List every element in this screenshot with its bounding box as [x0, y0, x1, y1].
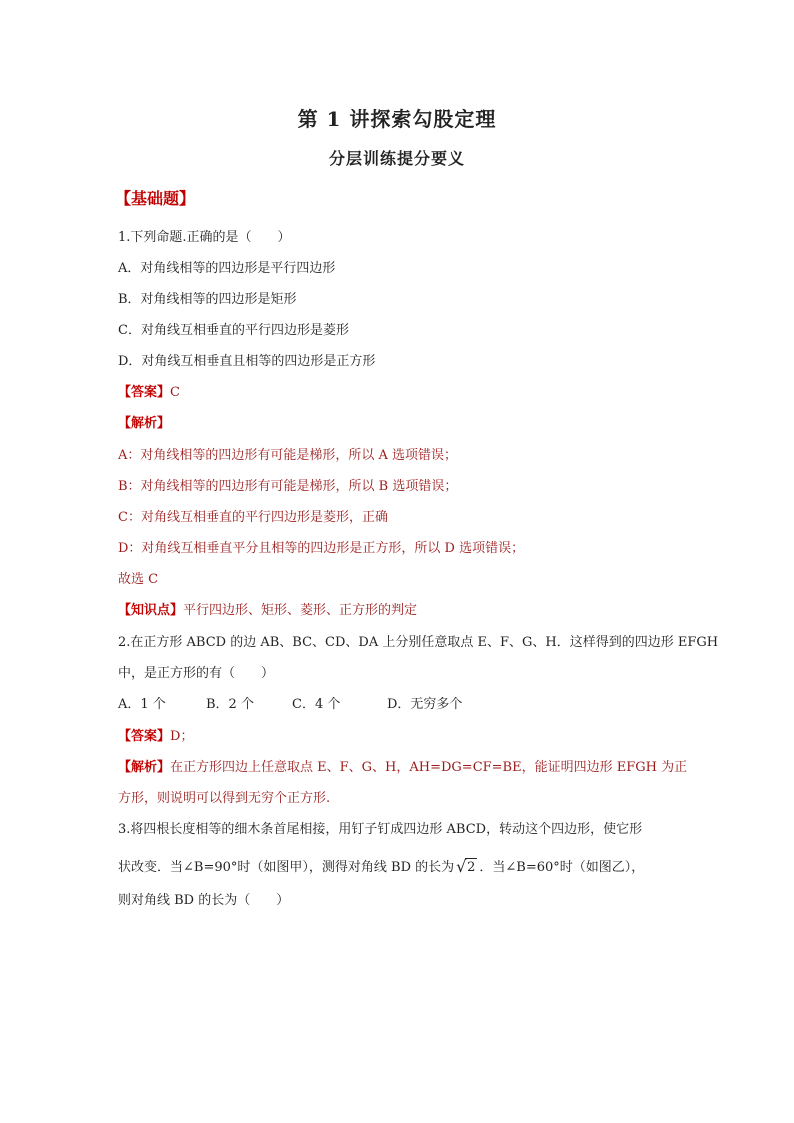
q3-text-a: 状改变．当∠B=90°时（如图甲），测得对角线 BD 的长为: [118, 860, 455, 875]
q3-stem-line1: 3.将四根长度相等的细木条首尾相接，用钉子钉成四边形 ABCD，转动这个四边形，使它形: [118, 822, 643, 837]
q1-option-d: D．对角线互相垂直且相等的四边形是正方形: [118, 354, 376, 369]
q2-answer: [118, 727, 193, 747]
radical-sign-icon: √: [456, 857, 467, 876]
knowledge-text: 平行四边形、矩形、菱形、正方形的判定: [183, 603, 418, 618]
q1-conclusion: 故选 C: [118, 572, 159, 587]
q2-stem-line2: 中，是正方形的有（ ）: [118, 666, 275, 681]
q2-analysis-line2: 方形，则说明可以得到无穷个正方形.: [118, 791, 331, 806]
answer-label: 【答案】: [118, 385, 171, 400]
q1-option-c: C．对角线互相垂直的平行四边形是菱形: [118, 323, 349, 338]
answer-value: C: [170, 385, 180, 400]
radicand: 2: [467, 860, 476, 875]
q1-knowledge: [118, 601, 417, 621]
q3-stem-line3: 则对角线 BD 的长为（ ）: [118, 893, 290, 908]
q2-analysis-line1: [118, 758, 687, 778]
q3-text-b: ．当∠B=60°时（如图乙），: [479, 860, 645, 875]
q2-option-d: D．无穷多个: [387, 697, 463, 712]
q1-stem: 1.下列命题.正确的是（ ）: [118, 230, 291, 245]
q2-stem-line1: 2.在正方形 ABCD 的边 AB、BC、CD、DA 上分别任意取点 E、F、G、H．这样得到的四边形 EFGH: [118, 635, 719, 650]
q3-stem-line2: [118, 858, 644, 878]
page-subtitle: 分层训练提分要义: [328, 149, 465, 168]
q1-option-a: A．对角线相等的四边形是平行四边形: [118, 261, 336, 276]
q1-analysis-b: B：对角线相等的四边形有可能是梯形，所以 B 选项错误；: [118, 479, 458, 494]
knowledge-label: 【知识点】: [118, 603, 184, 618]
analysis-label: 【解析】: [118, 760, 171, 775]
page-title: 第 1 讲探索勾股定理: [297, 107, 497, 131]
analysis-text: 在正方形四边上任意取点 E、F、G、H，AH=DG=CF=BE，能证明四边形 EFGH 为正: [170, 760, 688, 775]
q1-answer: [118, 383, 180, 403]
q1-analysis-c: C：对角线互相垂直的平行四边形是菱形，正确: [118, 510, 388, 525]
q1-analysis-d: D：对角线互相垂直平分且相等的四边形是正方形，所以 D 选项错误；: [118, 541, 525, 556]
q1-option-b: B．对角线相等的四边形是矩形: [118, 292, 297, 307]
q2-option-a: A．1 个: [118, 697, 166, 712]
q2-options: [118, 695, 462, 715]
answer-value: D；: [170, 729, 194, 744]
answer-label: 【答案】: [118, 729, 171, 744]
q2-option-c: C．4 个: [292, 697, 341, 712]
q2-option-b: B．2 个: [206, 697, 254, 712]
sqrt-expression: [456, 858, 477, 878]
q1-analysis-a: A：对角线相等的四边形有可能是梯形，所以 A 选项错误；: [118, 448, 458, 463]
section-heading: 【基础题】: [115, 189, 196, 208]
q1-analysis-label: 【解析】: [118, 416, 171, 431]
